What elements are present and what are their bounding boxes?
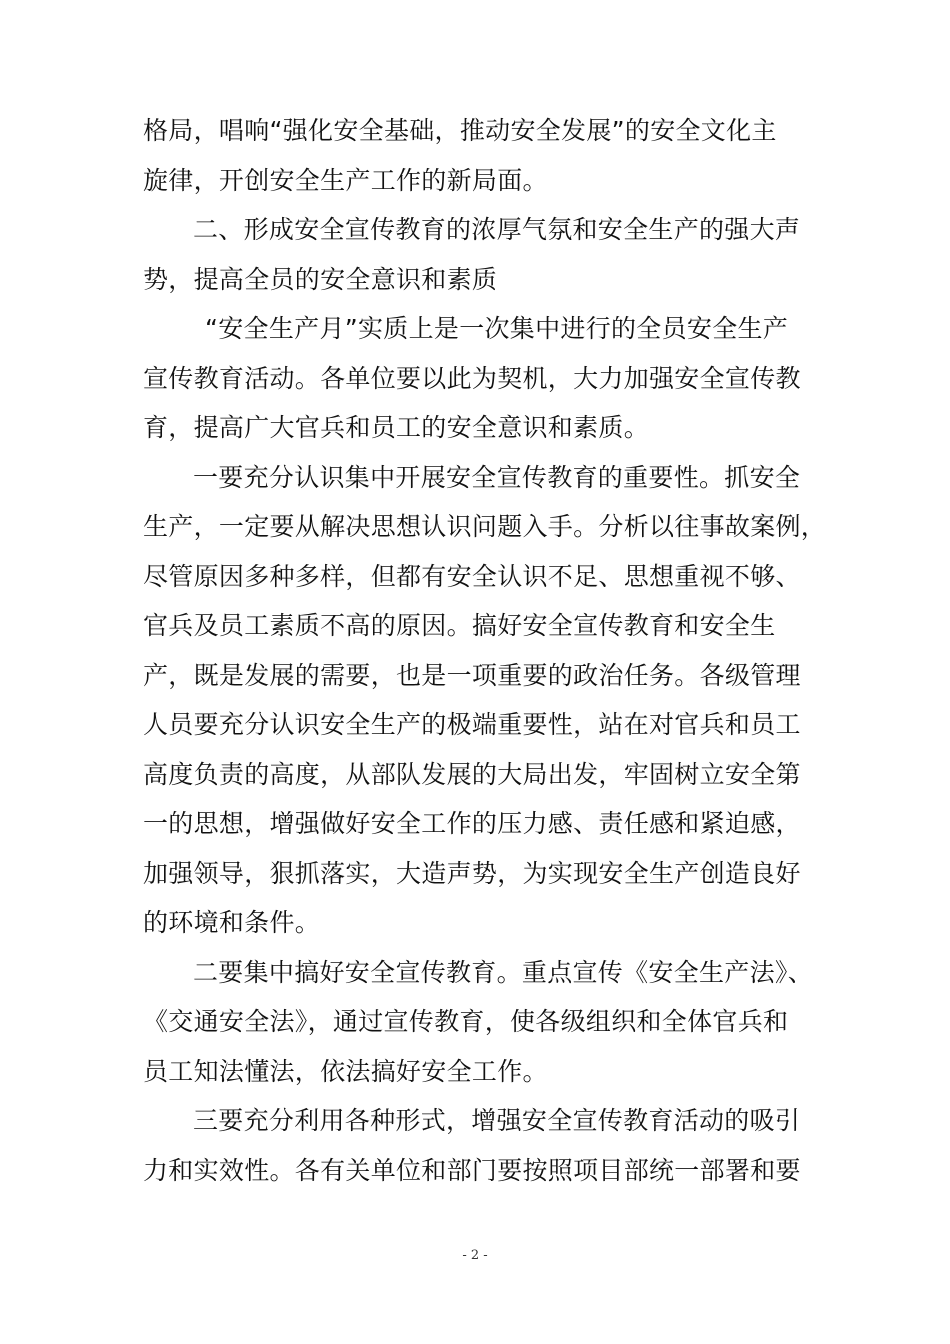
text-line: 育，提高广大官兵和员工的安全意识和素质。	[143, 413, 650, 442]
text-line: 宣传教育活动。各单位要以此为契机，大力加强安全宣传教	[143, 363, 801, 393]
text-line: 格局，唱响“强化安全基础，推动安全发展”的安全文化主	[143, 116, 777, 145]
section-heading-line: 二、形成安全宣传教育的浓厚气氛和安全生产的强大声	[193, 215, 801, 244]
text-line: 的环境和条件。	[143, 908, 321, 937]
text-line: 二要集中搞好安全宣传教育。重点宣传《安全生产法》、	[193, 957, 814, 987]
text-line: 尽管原因多种多样，但都有安全认识不足、思想重视不够、	[143, 561, 801, 591]
text-line: 产，既是发展的需要，也是一项重要的政治任务。各级管理	[143, 660, 801, 690]
text-line: 人员要充分认识安全生产的极端重要性，站在对官兵和员工	[143, 710, 801, 739]
text-line: 旋律，开创安全生产工作的新局面。	[143, 165, 548, 195]
text-line: 三要充分利用各种形式，增强安全宣传教育活动的吸引	[193, 1106, 801, 1135]
text-line: 高度负责的高度，从部队发展的大局出发，牢固树立安全第	[143, 759, 801, 789]
text-line: 力和实效性。各有关单位和部门要按照项目部统一部署和要	[143, 1155, 801, 1185]
text-line: 员工知法懂法，依法搞好安全工作。	[143, 1056, 548, 1086]
text-line: 一要充分认识集中开展安全宣传教育的重要性。抓安全	[193, 462, 801, 492]
document-body	[143, 106, 833, 1195]
text-line: 官兵及员工素质不高的原因。搞好安全宣传教育和安全生	[143, 611, 776, 640]
text-line: 《交通安全法》，通过宣传教育，使各级组织和全体官兵和	[143, 1007, 789, 1036]
section-heading-line: 势，提高全员的安全意识和素质	[143, 264, 498, 294]
text-line: 生产，一定要从解决思想认识问题入手。分析以往事故案例，	[143, 512, 827, 541]
text-line: “安全生产月”实质上是一次集中进行的全员安全生产	[205, 314, 789, 343]
text-line: 一的思想，增强做好安全工作的压力感、责任感和紧迫感，	[143, 809, 801, 838]
page-number: - 2 -	[462, 1248, 488, 1263]
text-line: 加强领导，狠抓落实，大造声势，为实现安全生产创造良好	[143, 858, 801, 888]
